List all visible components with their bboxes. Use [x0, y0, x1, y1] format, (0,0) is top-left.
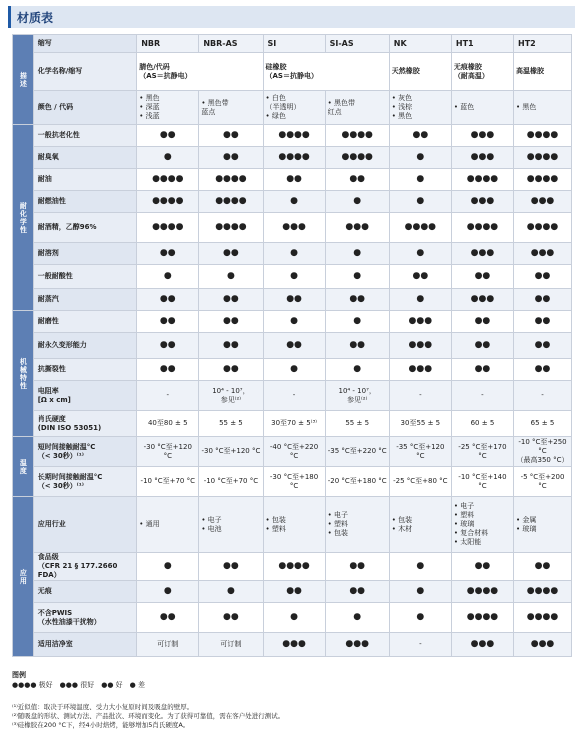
table-cell: ●●●●	[451, 213, 513, 243]
table-cell: • 灰色 • 浅棕 • 黑色	[389, 91, 451, 125]
table-cell: ●	[325, 311, 389, 333]
table-cell: -10 °C至+70 °C	[199, 467, 263, 497]
table-cell: 天然橡胶	[389, 53, 451, 91]
table-cell: ●	[263, 265, 325, 289]
table-cell: -30 °C至+120 °C	[137, 437, 199, 467]
table-cell: ●●	[514, 553, 572, 581]
table-cell: 10⁴ - 10⁷， 参见⁽²⁾	[199, 381, 263, 411]
table-cell: ●●	[389, 265, 451, 289]
table-row-oil	[13, 169, 572, 191]
table-cell: • 包装 • 塑料	[263, 497, 325, 553]
table-row-food	[13, 553, 572, 581]
footnotes	[12, 703, 284, 730]
table-cell: • 电子 • 电池	[199, 497, 263, 553]
table-cell: ●	[263, 243, 325, 265]
column-header: NBR	[137, 35, 199, 53]
table-cell: -	[137, 381, 199, 411]
table-cell: 65 ± 5	[514, 411, 572, 437]
table-cell: ●	[325, 603, 389, 633]
column-header: NK	[389, 35, 451, 53]
group-app	[13, 497, 34, 657]
table-cell: ●●	[451, 265, 513, 289]
column-header: NBR-AS	[199, 35, 263, 53]
table-cell: ●	[137, 553, 199, 581]
table-cell: -	[263, 381, 325, 411]
table-cell: ●	[389, 581, 451, 603]
table-cell: 无痕橡胶 （耐高温）	[451, 53, 513, 91]
table-cell: ●●	[325, 169, 389, 191]
table-cell: ●●	[325, 581, 389, 603]
table-row-code	[13, 35, 572, 53]
table-cell: ●●●	[514, 191, 572, 213]
table-cell: ●●	[137, 289, 199, 311]
table-cell: ●●	[137, 311, 199, 333]
table-cell: ●	[137, 581, 199, 603]
table-cell: ●●●●	[514, 169, 572, 191]
table-cell: ●●	[451, 333, 513, 359]
table-row-pwis	[13, 603, 572, 633]
legend	[12, 670, 145, 690]
group-label: 应用	[19, 568, 28, 585]
table-cell: ●●●	[389, 333, 451, 359]
table-cell: -10 °C至+70 °C	[137, 467, 199, 497]
table-cell: ●●●●	[263, 147, 325, 169]
footnote-3: ⁽³⁾硅橡胶在200 °C下，经4小时焙烤，能够增加5肖氏硬度A。	[12, 721, 190, 729]
table-row-short	[13, 437, 572, 467]
table-cell: -	[451, 381, 513, 411]
table-cell: • 黑色 • 深蓝 • 浅蓝	[137, 91, 199, 125]
table-cell: 可订制	[137, 633, 199, 657]
table-cell: -10 °C至+250 °C （最高350 °C）	[514, 437, 572, 467]
row-label: 抗撕裂性	[33, 359, 137, 381]
table-cell: ●●●●	[199, 169, 263, 191]
section-title-bar	[8, 6, 575, 28]
table-cell: ●●	[137, 359, 199, 381]
table-cell: 55 ± 5	[199, 411, 263, 437]
table-row-resist	[13, 381, 572, 411]
row-label: 一般抗老化性	[33, 125, 137, 147]
legend-items: ●●●● 极好 ●●● 很好 ●● 好 ● 差	[12, 681, 145, 689]
table-cell: ●●●	[325, 213, 389, 243]
table-row-wear	[13, 311, 572, 333]
column-header: HT1	[451, 35, 513, 53]
table-cell: ●●	[199, 125, 263, 147]
table-row-tear	[13, 359, 572, 381]
material-table	[12, 34, 572, 657]
table-cell: ●●●●	[451, 581, 513, 603]
table-cell: ●	[137, 265, 199, 289]
table-cell: 40至80 ± 5	[137, 411, 199, 437]
table-row-fuel	[13, 191, 572, 213]
table-cell: ●●●	[325, 633, 389, 657]
row-label: 电阻率 [Ω x cm]	[33, 381, 137, 411]
table-cell: ●●●●	[514, 581, 572, 603]
table-cell: ●●●	[451, 633, 513, 657]
table-row-mark	[13, 581, 572, 603]
group-label: 耐化学性	[19, 201, 28, 234]
table-cell: ●●	[514, 333, 572, 359]
table-cell: ●●	[451, 359, 513, 381]
table-row-clean	[13, 633, 572, 657]
table-cell: ●●	[137, 125, 199, 147]
table-cell: ●●●	[451, 147, 513, 169]
table-cell: 腈色/代码 （AS＝抗静电）	[137, 53, 263, 91]
table-cell: -20 °C至+180 °C	[325, 467, 389, 497]
table-row-perm	[13, 333, 572, 359]
table-cell: • 白色 （半透明） • 绿色	[263, 91, 325, 125]
table-cell: ●●	[263, 169, 325, 191]
table-cell: ●●●	[389, 311, 451, 333]
group-temp	[13, 437, 34, 497]
row-label: 耐永久变形能力	[33, 333, 137, 359]
table-row-aging	[13, 125, 572, 147]
table-cell: ●●●●	[199, 213, 263, 243]
table-cell: ●	[263, 191, 325, 213]
table-cell: ●●●●	[514, 125, 572, 147]
table-cell: • 通用	[137, 497, 199, 553]
table-cell: ●	[137, 147, 199, 169]
row-label: 耐蒸汽	[33, 289, 137, 311]
table-cell: ●●●●	[263, 553, 325, 581]
table-cell: ●●	[514, 311, 572, 333]
footnote-1: ⁽¹⁾近似值：取决于环境温度、受力大小复原时间及吸盘的壁厚。	[12, 703, 194, 711]
table-cell: -	[514, 381, 572, 411]
table-cell: ●	[325, 265, 389, 289]
footnote-2: ⁽²⁾随吸盘的形状、测试方法、产品批次、环境而变化。为了获得可靠值，需在客户处进行测试。	[12, 712, 285, 720]
table-cell: 可订制	[199, 633, 263, 657]
row-label: 应用行业	[33, 497, 137, 553]
table-cell: ●●	[325, 289, 389, 311]
table-row-alcohol	[13, 213, 572, 243]
row-label: 一般耐酸性	[33, 265, 137, 289]
row-label: 耐磨性	[33, 311, 137, 333]
table-cell: ●●●	[451, 125, 513, 147]
table-cell: ●	[263, 311, 325, 333]
table-cell: -25 °C至+80 °C	[389, 467, 451, 497]
table-cell: ●●●●	[514, 603, 572, 633]
group-label: 描述	[19, 71, 28, 88]
legend-title: 图例	[12, 671, 26, 679]
table-cell: 55 ± 5	[325, 411, 389, 437]
table-cell: ●	[389, 147, 451, 169]
table-cell: ●●	[325, 553, 389, 581]
column-header: SI-AS	[325, 35, 389, 53]
table-cell: ●●●	[263, 213, 325, 243]
table-row-long	[13, 467, 572, 497]
column-header: HT2	[514, 35, 572, 53]
table-cell: -5 °C至+200 °C	[514, 467, 572, 497]
table-cell: ●●●●	[451, 603, 513, 633]
table-row-industry	[13, 497, 572, 553]
table-cell: ●●●●	[199, 191, 263, 213]
table-row-steam	[13, 289, 572, 311]
table-row-solvent	[13, 243, 572, 265]
row-label: 化学名称/缩写	[33, 53, 137, 91]
table-cell: -	[389, 381, 451, 411]
table-cell: ●●	[199, 603, 263, 633]
table-cell: 硅橡胶 （AS＝抗静电）	[263, 53, 389, 91]
table-cell: ●	[199, 265, 263, 289]
table-cell: ●	[389, 289, 451, 311]
table-cell: ●●	[451, 311, 513, 333]
table-cell: ●●	[199, 243, 263, 265]
table-cell: ●●	[263, 289, 325, 311]
table-cell: 30至70 ± 5⁽³⁾	[263, 411, 325, 437]
table-cell: ●●	[199, 289, 263, 311]
table-cell: • 电子 • 塑料 • 包装	[325, 497, 389, 553]
row-label: 耐酒精，乙醇96%	[33, 213, 137, 243]
table-cell: ●●	[514, 265, 572, 289]
table-cell: • 金属 • 玻璃	[514, 497, 572, 553]
table-cell: ●●●	[514, 243, 572, 265]
table-cell: 高温橡胶	[514, 53, 572, 91]
row-label: 无痕	[33, 581, 137, 603]
table-row-weather	[13, 265, 572, 289]
table-cell: -25 °C至+170 °C	[451, 437, 513, 467]
table-cell: ●●	[263, 581, 325, 603]
table-cell: -30 °C至+180 °C	[263, 467, 325, 497]
table-cell: ●●●●	[325, 125, 389, 147]
table-cell: -35 °C至+120 °C	[389, 437, 451, 467]
table-cell: ●●●●	[137, 191, 199, 213]
table-cell: ●	[325, 191, 389, 213]
table-cell: ●●	[514, 359, 572, 381]
row-label: 长期时间接触耐温°C （< 30秒）⁽¹⁾	[33, 467, 137, 497]
table-row-hard	[13, 411, 572, 437]
row-label: 缩写	[33, 35, 137, 53]
table-cell: ●●●	[451, 191, 513, 213]
row-label: 耐燃油性	[33, 191, 137, 213]
table-cell: ●	[389, 243, 451, 265]
table-cell: ●●	[451, 553, 513, 581]
table-cell: ●●●●	[325, 147, 389, 169]
table-cell: ●	[325, 243, 389, 265]
table-cell: ●	[389, 169, 451, 191]
table-cell: ●●●	[514, 633, 572, 657]
table-cell: ●●	[199, 553, 263, 581]
table-cell: ●	[389, 603, 451, 633]
table-cell: ●●●●	[137, 213, 199, 243]
table-cell: ●	[199, 581, 263, 603]
table-cell: ●●●	[389, 359, 451, 381]
table-cell: ●●●●	[389, 213, 451, 243]
row-label: 耐溶剂	[33, 243, 137, 265]
table-cell: ●●	[199, 333, 263, 359]
table-cell: ●●	[389, 125, 451, 147]
table-cell: ●●●●	[263, 125, 325, 147]
row-label: 短时间接触耐温°C （< 30秒）⁽¹⁾	[33, 437, 137, 467]
table-cell: -10 °C至+140 °C	[451, 467, 513, 497]
table-cell: ●●	[137, 243, 199, 265]
table-cell: ●●●	[263, 633, 325, 657]
table-cell: ●●●●	[514, 213, 572, 243]
table-cell: ●●	[137, 603, 199, 633]
group-mech	[13, 311, 34, 437]
table-cell: ●	[389, 191, 451, 213]
table-cell: • 黑色带 红点	[325, 91, 389, 125]
table-cell: ●●	[199, 147, 263, 169]
table-row-color	[13, 91, 572, 125]
table-row-chemname	[13, 53, 572, 91]
table-cell: 10⁴ - 10⁷， 参见⁽²⁾	[325, 381, 389, 411]
group-desc	[13, 35, 34, 125]
group-label: 温度	[19, 458, 28, 475]
table-cell: ●●	[514, 289, 572, 311]
group-chem	[13, 125, 34, 311]
table-cell: -	[389, 633, 451, 657]
row-label: 食品级 （CFR 21 § 177.2660 FDA）	[33, 553, 137, 581]
table-cell: ●●	[199, 359, 263, 381]
table-cell: • 电子 • 塑料 • 玻璃 • 复合材料 • 太阳能	[451, 497, 513, 553]
group-label: 机械特性	[19, 357, 28, 390]
table-cell: 60 ± 5	[451, 411, 513, 437]
table-cell: ●●●	[451, 243, 513, 265]
table-cell: ●●	[325, 333, 389, 359]
table-cell: ●●	[263, 333, 325, 359]
table-cell: ●●●●	[514, 147, 572, 169]
row-label: 不含PWIS （水性油漆干扰物）	[33, 603, 137, 633]
row-label: 耐油	[33, 169, 137, 191]
row-label: 颜色 / 代码	[33, 91, 137, 125]
table-row-ozone	[13, 147, 572, 169]
table-cell: ●●●●	[137, 169, 199, 191]
row-label: 适用洁净室	[33, 633, 137, 657]
page-title: 材质表	[17, 11, 54, 25]
table-cell: -30 °C至+120 °C	[199, 437, 263, 467]
row-label: 耐臭氧	[33, 147, 137, 169]
table-cell: 30至55 ± 5	[389, 411, 451, 437]
table-cell: ●●●●	[451, 169, 513, 191]
table-cell: ●	[263, 603, 325, 633]
table-cell: • 蓝色	[451, 91, 513, 125]
table-cell: ●●	[199, 311, 263, 333]
table-cell: • 黑色	[514, 91, 572, 125]
column-header: SI	[263, 35, 325, 53]
table-cell: • 黑色带 蓝点	[199, 91, 263, 125]
table-cell: -40 °C至+220 °C	[263, 437, 325, 467]
table-cell: • 包装 • 木材	[389, 497, 451, 553]
table-cell: ●	[263, 359, 325, 381]
table-cell: -35 °C至+220 °C	[325, 437, 389, 467]
table-cell: ●●	[137, 333, 199, 359]
table-cell: ●	[389, 553, 451, 581]
table-cell: ●●●	[451, 289, 513, 311]
table-cell: ●	[325, 359, 389, 381]
row-label: 肖氏硬度 (DIN ISO 53051)	[33, 411, 137, 437]
